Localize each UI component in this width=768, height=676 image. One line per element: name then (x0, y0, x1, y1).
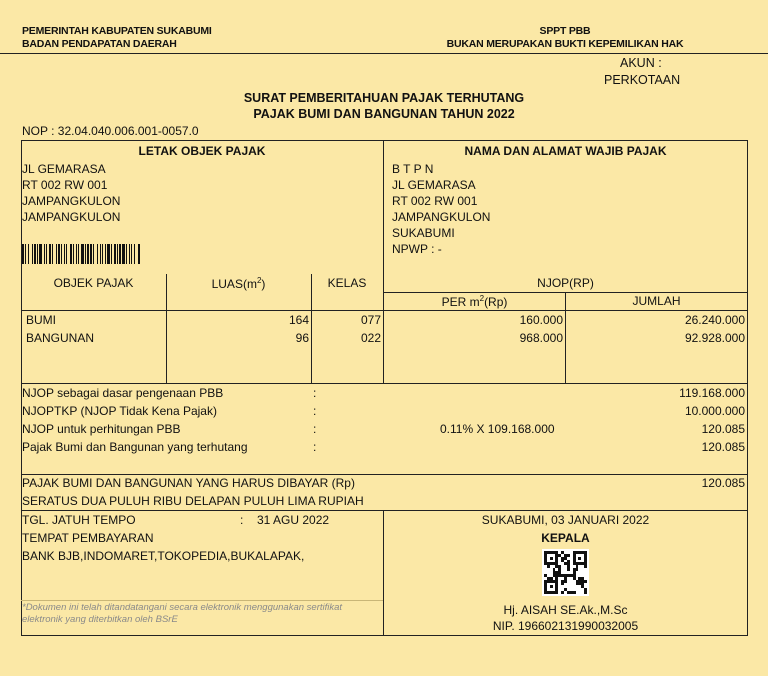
qr-code-image (542, 549, 589, 596)
calc-colon: : (313, 422, 317, 436)
row-objek: BANGUNAN (26, 331, 95, 345)
akun-value: PERKOTAAN (604, 73, 681, 87)
col-kelas: KELAS (327, 276, 367, 290)
row-luas: 164 (288, 313, 309, 327)
electronic-signature-note: *Dokumen ini telah ditandatangani secara elektronik menggunakan sertifikat elektronik yang diterbitkan oleh BSrE (22, 602, 343, 625)
qr-module (584, 591, 587, 594)
calc-value: 120.085 (701, 440, 745, 454)
letak-line: JAMPANGKULON (22, 194, 121, 208)
header-left-line2: BADAN PENDAPATAN DAERAH (22, 38, 177, 50)
row-jumlah: 26.240.000 (684, 313, 745, 327)
wajib-npwp: NPWP : - (392, 242, 442, 256)
sign-name: Hj. AISAH SE.Ak.,M.Sc (503, 603, 628, 617)
akun-label: AKUN : (620, 56, 662, 70)
row-luas: 96 (295, 331, 309, 345)
row-jumlah: 92.928.000 (684, 331, 745, 345)
sign-position: KEPALA (541, 531, 590, 545)
calc-formula: 0.11% X 109.168.000 (440, 422, 555, 436)
sign-nip: NIP. 196602131990032005 (492, 619, 639, 633)
header-right-line1: SPPT PBB (539, 25, 591, 37)
calc-value: 10.000.000 (684, 404, 745, 418)
dibayar-terbilang: SERATUS DUA PULUH RIBU DELAPAN PULUH LIMA RUPIAH (22, 494, 364, 508)
letak-line: JL GEMARASA (22, 162, 106, 176)
col-njop: NJOP(RP) (537, 276, 594, 290)
sign-place-date: SUKABUMI, 03 JANUARI 2022 (481, 513, 650, 527)
document-title-line2: PAJAK BUMI DAN BANGUNAN TAHUN 2022 (253, 107, 515, 121)
calc-label: NJOP untuk perhitungan PBB (22, 422, 181, 436)
header-right-line2: BUKAN MERUPAKAN BUKTI KEPEMILIKAN HAK (446, 38, 684, 50)
col-jumlah: JUMLAH (632, 294, 681, 308)
calc-value: 120.085 (701, 422, 745, 436)
calc-label: NJOP sebagai dasar pengenaan PBB (22, 386, 224, 400)
dibayar-value: 120.085 (701, 476, 745, 490)
barcode-bar (140, 244, 141, 264)
jatuh-tempo-label: TGL. JATUH TEMPO (22, 513, 136, 527)
wajib-line: JAMPANGKULON (392, 210, 491, 224)
row-kelas: 077 (360, 313, 381, 327)
row-per-m2: 160.000 (519, 313, 563, 327)
col-per-m2: PER $m^2(Rp)$ (441, 294, 508, 309)
tempat-label: TEMPAT PEMBAYARAN (22, 531, 154, 545)
row-objek: BUMI (26, 313, 56, 327)
wajib-line: RT 002 RW 001 (392, 194, 478, 208)
wajib-line: B T P N (392, 162, 434, 176)
col-luas: $LUAS(m^2)$ (211, 276, 266, 291)
jatuh-tempo-colon: : (240, 513, 244, 527)
calc-value: 119.168.000 (679, 386, 745, 400)
jatuh-tempo-value: 31 AGU 2022 (257, 513, 330, 527)
col-objek-pajak: OBJEK PAJAK (53, 276, 134, 290)
calc-colon: : (313, 386, 317, 400)
calc-label: Pajak Bumi dan Bangunan yang terhutang (22, 440, 248, 454)
dibayar-label: PAJAK BUMI DAN BANGUNAN YANG HARUS DIBAYAR (Rp) (22, 476, 355, 490)
calc-label: NJOPTKP (NJOP Tidak Kena Pajak) (22, 404, 217, 418)
row-kelas: 022 (360, 331, 381, 345)
tempat-value: BANK BJB,INDOMARET,TOKOPEDIA,BUKALAPAK, (22, 549, 305, 563)
calc-colon: : (313, 440, 317, 454)
letak-line: RT 002 RW 001 (22, 178, 108, 192)
barcode-image (22, 244, 240, 264)
letak-line: JAMPANGKULON (22, 210, 121, 224)
calc-colon: : (313, 404, 317, 418)
document-title-line1: SURAT PEMBERITAHUAN PAJAK TERHUTANG (243, 91, 525, 105)
wajib-line: SUKABUMI (392, 226, 455, 240)
row-per-m2: 968.000 (519, 331, 563, 345)
wajib-line: JL GEMARASA (392, 178, 476, 192)
nop-number: NOP : 32.04.040.006.001-0057.0 (22, 124, 199, 138)
wajib-heading: NAMA DAN ALAMAT WAJIB PAJAK (464, 144, 667, 158)
letak-heading: LETAK OBJEK PAJAK (138, 144, 266, 158)
header-left-line1: PEMERINTAH KABUPATEN SUKABUMI (22, 25, 212, 37)
divider-top (0, 53, 768, 54)
